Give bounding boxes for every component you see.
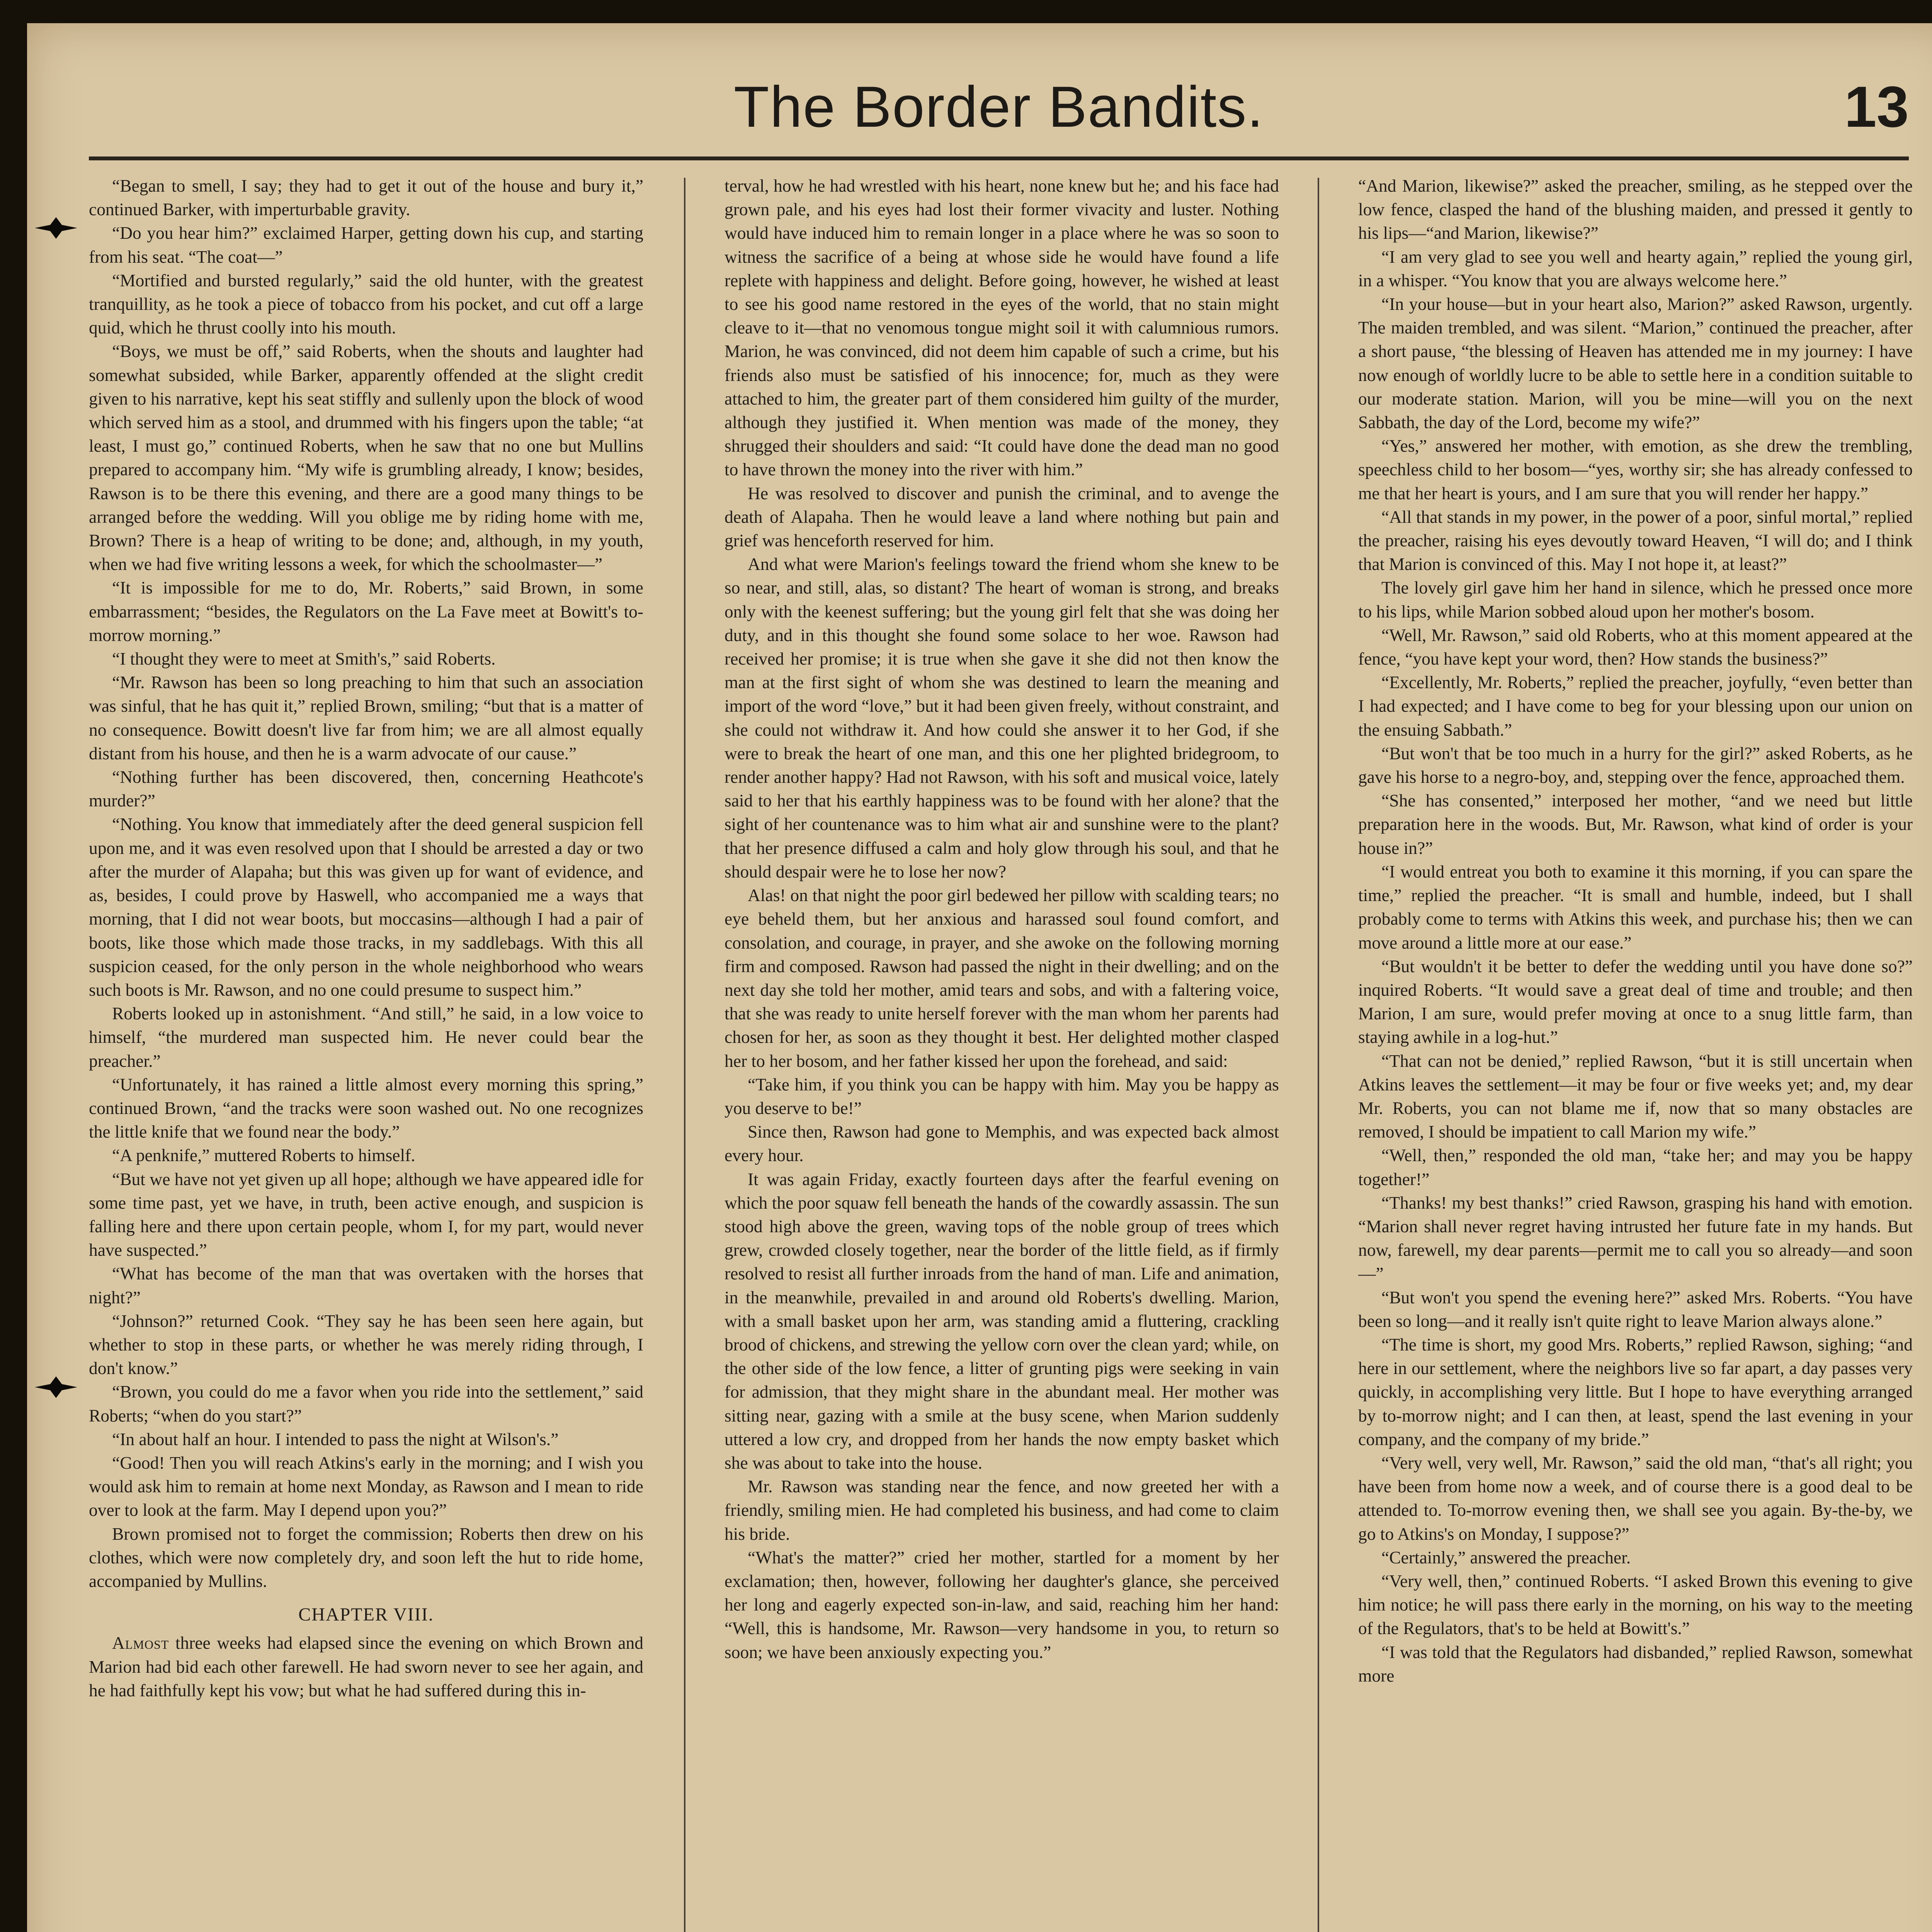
column-divider — [684, 178, 685, 1932]
chapter-heading: CHAPTER VIII. — [298, 1604, 434, 1625]
chapter-lead-text: three weeks had elapsed since the evening on which Brown and Marion had bid each other farewell. He had sworn never to see her again, and he had faithfully kept his vow; but what he had suffered during this in- — [89, 1633, 643, 1700]
text-column-3 — [1358, 174, 1913, 1932]
text-column-1 — [89, 174, 643, 1932]
newspaper-page — [27, 23, 1932, 1932]
paragraph: “But won't you spend the evening here?” asked Mrs. Roberts. “You have been so long—and it really isn't quite right to leave Marion always alone.” — [1358, 1287, 1913, 1331]
paragraph: “In about half an hour. I intended to pass the night at Wilson's.” — [112, 1429, 559, 1449]
paragraph: “Brown, you could do me a favor when you ride into the settlement,” said Roberts; “when do you start?” — [89, 1382, 643, 1425]
paragraph: “Unfortunately, it has rained a little almost every morning this spring,” continued Brown, “and the tracks were soon washed out. No one recognizes the little knife that we found near the body.” — [89, 1074, 643, 1142]
paragraph: “Began to smell, I say; they had to get it out of the house and bury it,” continued Barker, with imperturbable gravity. — [89, 176, 643, 219]
paragraph: The lovely girl gave him her hand in silence, which he pressed once more to his lips, while Marion sobbed aloud upon her mother's bosom. — [1358, 578, 1913, 621]
paragraph: “I was told that the Regulators had disbanded,” replied Rawson, somewhat more — [1358, 1642, 1913, 1685]
paragraph: It was again Friday, exactly fourteen days after the fearful evening on which the poor squaw fell beneath the hands of the cowardly assassin. The sun stood high above the green, waving tops of the noble group of trees which grew, crowded closely together, near the border of the little field, as if firmly resolved to resist all further inroads from the hand of man. Life and animation, in the meanwhile, prevailed in and around old Roberts's dwelling. Marion, with a small basket upon her arm, was standing amid a fluttering, crackling brood of chickens, and strewing the yellow corn over the clean yard; while, on the other side of the low fence, a litter of grunting pigs were seeking in vain for admission, that they might share in the abundant meal. Her mother was sitting near, gazing with a smile at the busy scene, when Marion suddenly uttered a low cry, and dropped from her hands the now empty basket which she was about to take into the house. — [724, 1169, 1279, 1473]
paragraph: Since then, Rawson had gone to Memphis, and was expected back almost every hour. — [724, 1122, 1279, 1165]
column-divider — [1318, 178, 1319, 1932]
paragraph: “I thought they were to meet at Smith's,” said Roberts. — [112, 649, 496, 669]
page-header — [89, 70, 1909, 147]
paragraph: “That can not be denied,” replied Rawson, “but it is still uncertain when Atkins leaves the settlement—it may be four or five weeks yet; and, my dear Mr. Roberts, you can not blame me if, now that so many obstacles are removed, I should be impatient to call Marion my wife.” — [1358, 1051, 1913, 1142]
paragraph: “But we have not yet given up all hope; although we have appeared idle for some time past, yet we have, in truth, been active enough, and suspicion is falling here and there upon certain people, whom I, for my part, would never have suspected.” — [89, 1169, 643, 1260]
paragraph: “What's the matter?” cried her mother, startled for a moment by her exclamation; then, however, following her daughter's glance, she perceived her long and eagerly expected son-in-law, and said, reaching him her hand: “Well, this is handsome, Mr. Rawson—very handsome in you, to return so soon; we have been anxiously expecting you.” — [724, 1547, 1279, 1662]
paragraph: “Well, then,” responded the old man, “take her; and may you be happy together!” — [1358, 1145, 1913, 1189]
binding-mark-icon — [35, 216, 77, 240]
paragraph: “Yes,” answered her mother, with emotion, as she drew the trembling, speechless child to her bosom—“yes, worthy sir; she has already confessed to me that her heart is yours, and I am sure that you will render her happy.” — [1358, 436, 1913, 503]
paragraph: “Certainly,” answered the preacher. — [1381, 1547, 1631, 1567]
paragraph: “What has become of the man that was overtaken with the horses that night?” — [89, 1264, 643, 1307]
paragraph: “And Marion, likewise?” asked the preacher, smiling, as he stepped over the low fence, clasped the hand of the blushing maiden, and pressed it gently to his lips—“and Marion, likewise?” — [1358, 176, 1913, 243]
paragraph: “Nothing further has been discovered, then, concerning Heathcote's murder?” — [89, 767, 643, 811]
paragraph: Alas! on that night the poor girl bedewed her pillow with scalding tears; no eye beheld them, but her anxious and harassed soul found comfort, and consolation, and courage, in prayer, and she awoke on the following morning firm and composed. Rawson had passed the night in their dwelling; and on the next day she told her mother, amid tears and sobs, and with a faltering voice, that she was ready to unite herself forever with the man whom her parents had chosen for her, as soon as they thought it best. Her delighted mother clasped her to her bosom, and her father kissed her upon the forehead, and said: — [724, 885, 1279, 1071]
paragraph: “Thanks! my best thanks!” cried Rawson, grasping his hand with emotion. “Marion shall never regret having intrusted her future fate in my hands. But now, farewell, my dear parents—permit me to call you so already—and soon—” — [1358, 1192, 1913, 1284]
paragraph: “Do you hear him?” exclaimed Harper, getting down his cup, and starting from his seat. “The coat—” — [89, 223, 643, 267]
chapter-lead-word: Almost — [112, 1633, 169, 1653]
paragraph: “Mortified and bursted regularly,” said the old hunter, with the greatest tranquillity, as he took a piece of tobacco from his pocket, and cut off a large quid, which he thrust coolly into his mouth. — [89, 270, 643, 338]
paragraph: “It is impossible for me to do, Mr. Roberts,” said Brown, in some embarrassment; “besides, the Regulators on the La Fave meet at Bowitt's to-morrow morning.” — [89, 578, 643, 645]
paragraph: “I am very glad to see you well and hearty again,” replied the young girl, in a whisper. “You know that you are always welcome here.” — [1358, 247, 1913, 290]
page-number: 13 — [1844, 74, 1909, 139]
paragraph: “But won't that be too much in a hurry for the girl?” asked Roberts, as he gave his horse to a negro-boy, and, stepping over the fence, approached them. — [1358, 743, 1913, 787]
paragraph: “I would entreat you both to examine it this morning, if you can spare the time,” replied the preacher. “It is small and humble, indeed, but I shall probably come to terms with Atkins this week, and purchase his; then we can move around a little more at our ease.” — [1358, 861, 1913, 952]
paragraph: “A penknife,” muttered Roberts to himself. — [112, 1145, 415, 1165]
paragraph: “Johnson?” returned Cook. “They say he has been seen here again, but whether to stop in these parts, or whether he was merely riding through, I don't know.” — [89, 1311, 643, 1378]
paragraph: “She has consented,” interposed her mother, “and we need but little preparation here in the woods. But, Mr. Rawson, what kind of order is your house in?” — [1358, 791, 1913, 858]
chapter-opening-paragraph — [89, 1631, 643, 1702]
paragraph: He was resolved to discover and punish the criminal, and to avenge the death of Alapaha. Then he would leave a land where nothing but pain and grief was henceforth reserved for him. — [724, 483, 1279, 551]
paragraph: “Very well, very well, Mr. Rawson,” said the old man, “that's all right; you have been from home now a week, and of course there is a good deal to be attended to. To-morrow evening then, we shall see you again. By-the-by, we go to Atkins's on Monday, I suppose?” — [1358, 1452, 1913, 1544]
paragraph: “Excellently, Mr. Roberts,” replied the preacher, joyfully, “even better than I had expected; and I have come to beg for your blessing upon our union on the ensuing Sabbath.” — [1358, 672, 1913, 740]
paragraph: And what were Marion's feelings toward the friend whom she knew to be so near, and still, alas, so distant? The heart of woman is strong, and breaks only with the keenest suffering; but the young girl felt that she was doing her duty, and in this thought she found some solace to her woe. Rawson had received her promise; it is true when she gave it she did not then know the man at the first sight of whom she was destined to learn the meaning and import of the word “love,” but it had been given freely, without constraint, and she could not withdraw it. And how could she answer it to her God, if she were to break the heart of one man, and this one her plighted bridegroom, to render another happy? Had not Rawson, with his soft and musical voice, lately said to her that his earthly happiness was to be found with her alone? that the sight of her countenance was to him what air and sunshine were to the plant? that her presence diffused a calm and holy glow through his soul, and that he should despair were he to lose her now? — [724, 554, 1279, 881]
paragraph: “All that stands in my power, in the power of a poor, sinful mortal,” replied the preacher, raising his eyes devoutly toward Heaven, “I will do; and I think that Marion is convinced of this. May I not hope it, at least?” — [1358, 507, 1913, 574]
paragraph: “Mr. Rawson has been so long preaching to him that such an association was sinful, that he has quit it,” replied Brown, smiling; “but that is a matter of no consequence. Bowitt doesn't live far from him; we are all almost equally distant from his house, and then he is a warm advocate of our cause.” — [89, 672, 643, 763]
text-column-2 — [724, 174, 1279, 1932]
paragraph: “Well, Mr. Rawson,” said old Roberts, who at this moment appeared at the fence, “you have kept your word, then? How stands the business?” — [1358, 625, 1913, 669]
paragraph: “Good! Then you will reach Atkins's early in the morning; and I wish you would ask him to remain at home next Monday, as Rawson and I mean to ride over to look at the farm. May I depend upon you?” — [89, 1452, 643, 1520]
paragraph: “Take him, if you think you can be happy with him. May you be happy as you deserve to be!” — [724, 1074, 1279, 1118]
paragraph: “In your house—but in your heart also, Marion?” asked Rawson, urgently. The maiden trembled, and was silent. “Marion,” continued the preacher, after a short pause, “the blessing of Heaven has attended me in my journey: I have now enough of worldly lucre to be able to settle here in a condition suitable to our moderate station. Marion, will you be mine—will you on the next Sabbath, the day of the Lord, become my wife?” — [1358, 294, 1913, 432]
binding-mark-icon — [35, 1376, 77, 1399]
page-title: The Border Bandits. — [733, 74, 1264, 139]
paragraph: “Boys, we must be off,” said Roberts, when the shouts and laughter had somewhat subsided, while Barker, apparently offended at the slight credit given to his narrative, kept his seat stiffly and sullenly upon the block of wood which served him as a stool, and drummed with his fingers upon the table; “at least, I must go,” continued Roberts, when he saw that no one but Mullins prepared to accompany him. “My wife is grumbling already, I know; besides, Rawson is to be there this evening, and there are a good many things to be arranged before the wedding. Will you oblige me by riding home with me, Brown? There is a heap of writing to be done; and, although, in my youth, when we had five writing lessons a week, for which the schoolmaster—” — [89, 341, 643, 574]
paragraph: “Nothing. You know that immediately after the deed general suspicion fell upon me, and it was even resolved upon that I should be arrested a day or two after the murder of Alapaha; but this was given up for want of evidence, and as, besides, I could prove by Haswell, who accompanied me a ways that morning, that I did not wear boots, but moccasins—although I had a pair of boots, like those which made those tracks, in my saddlebags. With this all suspicion ceased, for the only person in the whole neighborhood who wears such boots is Mr. Rawson, and no one could presume to suspect him.” — [89, 814, 643, 1000]
paragraph: Roberts looked up in astonishment. “And still,” he said, in a low voice to himself, “the murdered man suspected him. He never could bear the preacher.” — [89, 1003, 643, 1071]
paragraph: “Very well, then,” continued Roberts. “I asked Brown this evening to give him notice; he will pass there early in the morning, on his way to the meeting of the Regulators, that's to be held at Bowitt's.” — [1358, 1571, 1913, 1638]
header-rule — [89, 156, 1909, 160]
paragraph: terval, how he had wrestled with his heart, none knew but he; and his face had grown pale, and his eyes had lost their former vivacity and luster. Nothing would have induced him to remain longer in a place where he was so soon to witness the sacrifice of a being at whose side he would have found a life replete with happiness and delight. Before going, however, he wished at least to see his good name restored in the eyes of the world, that no stain might cleave to it—that no venomous tongue might soil it with calumnious rumors. Marion, he was convinced, did not deem him capable of such a crime, but his friends also must be satisfied of his innocence; for, much as they were attached to him, the greater part of them considered him guilty of the murder, although they justified it. When mention was made of the money, they shrugged their shoulders and said: “It could have done the dead man no good to have thrown the money into the river with him.” — [724, 176, 1279, 480]
paragraph: Mr. Rawson was standing near the fence, and now greeted her with a friendly, smiling mien. He had completed his business, and had come to claim his bride. — [724, 1476, 1279, 1544]
paragraph: “But wouldn't it be better to defer the wedding until you have done so?” inquired Roberts. “It would save a great deal of time and trouble; and then Marion, I am sure, would prefer moving at once to a snug little farm, than staying awhile in a log-hut.” — [1358, 956, 1913, 1047]
paragraph: “The time is short, my good Mrs. Roberts,” replied Rawson, sighing; “and here in our settlement, where the neighbors live so far apart, a day passes very quickly, in accomplishing very little. But I hope to have everything arranged by to-morrow night; and I can then, at least, spend the last evening in your company, and the company of my bride.” — [1358, 1334, 1913, 1449]
paragraph: Brown promised not to forget the commission; Roberts then drew on his clothes, which were now completely dry, and soon left the hut to ride home, accompanied by Mullins. — [89, 1524, 643, 1591]
